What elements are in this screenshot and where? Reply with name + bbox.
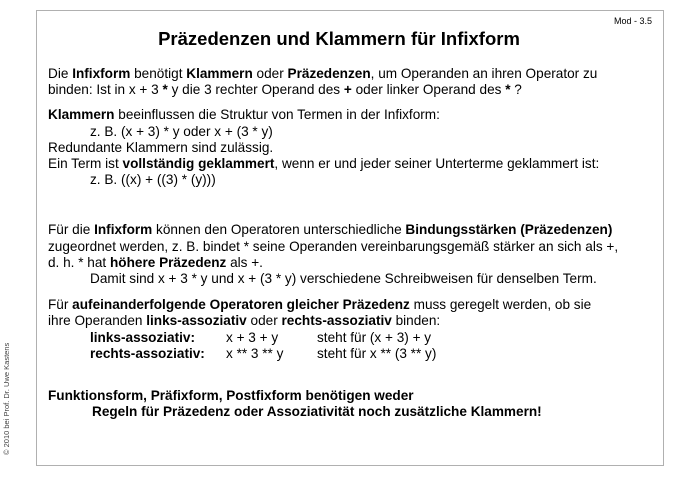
assoc-meaning: steht für x ** (3 ** y) — [317, 345, 437, 361]
example-line: z. B. ((x) + ((3) * (y))) — [90, 172, 216, 188]
precedence-line: zugeordnet werden, z. B. bindet * seine Operanden vereinbarungsgemäß stärker an sich als +, — [48, 238, 619, 254]
precedence-paragraph — [48, 222, 660, 238]
bold-term: rechts-assoziativ — [281, 313, 392, 329]
bold-term: Infixform — [94, 222, 153, 238]
example-line: z. B. (x + 3) * y oder x + (3 * y) — [90, 123, 273, 139]
intro-question — [48, 82, 660, 98]
conclusion-line — [48, 404, 660, 420]
text: ihre Operanden — [48, 313, 147, 329]
slide-id: Mod - 3.5 — [613, 16, 652, 26]
text: y die 3 rechter Operand des — [167, 82, 344, 98]
assoc-row — [48, 346, 660, 362]
bold-term: Infixform — [72, 66, 131, 81]
assoc-row — [48, 330, 660, 346]
full-bracket-line — [48, 156, 660, 172]
text: , wenn er und jeder seiner Unterterme geklammert ist: — [274, 156, 600, 172]
bold-term: Präzedenzen — [287, 66, 371, 81]
precedence-line: Damit sind x + 3 * y und x + (3 * y) verschiedene Schreibweisen für denselben Term. — [90, 271, 597, 287]
bold-term: Klammern — [186, 66, 253, 81]
text: als +. — [226, 254, 263, 270]
operator: * — [505, 82, 511, 98]
redundant-line: Redundante Klammern sind zulässig. — [48, 139, 274, 155]
text: oder linker Operand des — [351, 82, 506, 98]
text: Die — [48, 66, 73, 81]
conclusion-line — [48, 388, 660, 404]
slide-title: Präzedenzen und Klammern für Infixform — [158, 28, 520, 49]
text: binden: Ist in x + 3 — [48, 82, 163, 98]
bold-term: höhere Präzedenz — [109, 254, 227, 270]
text: d. h. * hat — [48, 254, 110, 270]
text: Ein Term ist — [48, 156, 123, 172]
copyright-notice: © 2010 bei Prof. Dr. Uwe Kastens — [2, 342, 11, 455]
assoc-expr: x + 3 + y — [226, 329, 279, 345]
text: Für die — [48, 222, 95, 238]
bold-term: links-assoziativ — [146, 313, 247, 329]
assoc-expr: x ** 3 ** y — [226, 345, 284, 361]
text: muss geregelt werden, ob sie — [409, 297, 592, 313]
text: oder — [246, 313, 282, 329]
text: ? — [510, 82, 522, 98]
text: , um Operanden an ihren Operator zu — [370, 66, 598, 81]
assoc-label: links-assoziativ: — [90, 329, 196, 345]
bold-term: aufeinanderfolgende Operatoren gleicher Präzedenz — [72, 297, 410, 313]
assoc-meaning: steht für (x + 3) + y — [317, 329, 432, 345]
text: binden: — [391, 313, 441, 329]
bold-term: Klammern — [48, 107, 115, 123]
conclusion-text: Regeln für Präzedenz oder Assoziativität noch zusätzliche Klammern! — [92, 404, 542, 420]
conclusion-text: Funktionsform, Präfixform, Postfixform benötigen weder — [48, 388, 414, 404]
text: Für — [48, 297, 73, 313]
operator: * — [162, 82, 168, 98]
intro-paragraph — [48, 66, 660, 82]
bold-term: vollständig geklammert — [122, 156, 275, 172]
associativity-paragraph — [48, 297, 660, 313]
operator: + — [343, 82, 352, 98]
precedence-line — [48, 255, 660, 271]
bold-term: Bindungsstärken (Präzedenzen) — [405, 222, 613, 238]
text: können den Operatoren unterschiedliche — [152, 222, 406, 238]
text: benötigt — [130, 66, 187, 81]
slide-content — [48, 66, 660, 420]
text: beeinflussen die Struktur von Termen in der Infixform: — [114, 107, 440, 123]
text: oder — [252, 66, 288, 81]
klammern-paragraph — [48, 107, 660, 123]
associativity-line — [48, 313, 660, 329]
assoc-label: rechts-assoziativ: — [90, 345, 205, 361]
